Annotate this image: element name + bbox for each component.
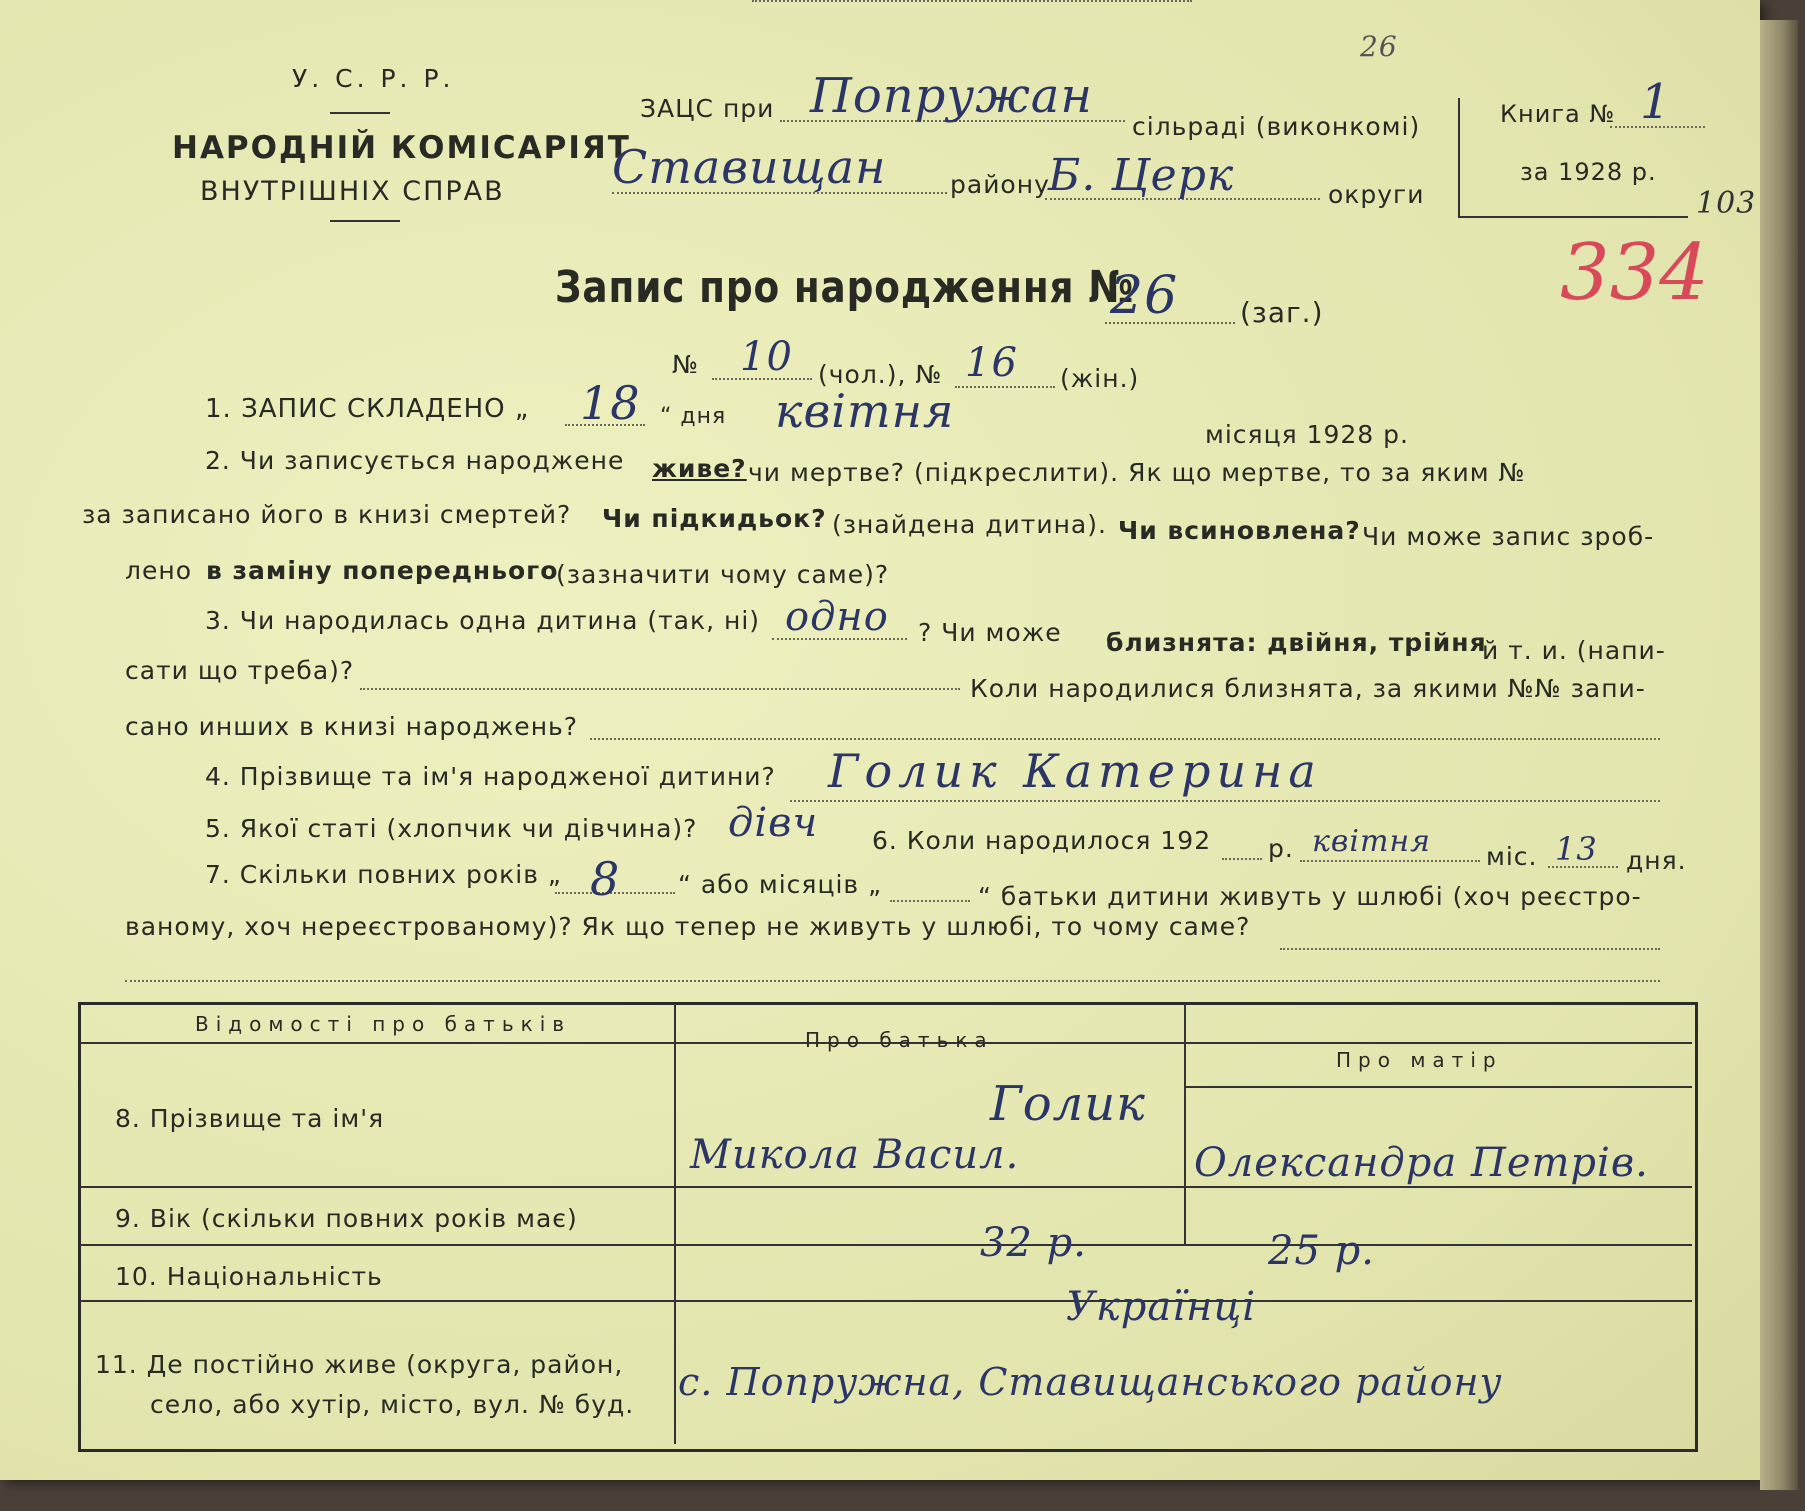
female-no-dots [955, 386, 1055, 388]
item7-line2: ваному, хоч нереєстрованому)? Як що тепер не живуть у шлюбі, то чому саме? [125, 912, 1251, 941]
row8-father-name: Микола Васил. [690, 1132, 1020, 1178]
item6-dnya: дня. [1626, 846, 1687, 875]
item3-value: одно [785, 594, 889, 640]
book-box-left [1458, 98, 1460, 218]
table-row9-line [80, 1244, 1692, 1246]
item3-line2-dots [360, 688, 960, 690]
row9-father-age: 32 р. [980, 1220, 1087, 1266]
item3-line4-dots [590, 738, 1660, 740]
item2-line1-a: 2. Чи записується народжене [205, 446, 625, 475]
row8-mother-name: Олександра Петрів. [1194, 1140, 1649, 1186]
item2-line2-a: за записано його в книзі смертей? [82, 500, 572, 529]
table-row8-line [80, 1186, 1692, 1188]
male-number: 10 [740, 334, 793, 380]
item7-line3-dots [125, 980, 1660, 982]
item6-month-dots [1300, 860, 1480, 862]
head-father: Про батька [805, 1028, 994, 1052]
margin-note-top: 26 [1360, 30, 1398, 63]
book-year: за 1928 р. [1520, 158, 1657, 186]
item2-line2-e: Чи може запис зроб- [1362, 522, 1655, 551]
item2-line2-c: (знайдена дитина). [832, 510, 1107, 539]
item3-line2: сати що треба)? [125, 656, 355, 685]
raion-value: Ставищан [612, 140, 887, 194]
table-col1-line [674, 1004, 676, 1444]
zags-value: Попружан [810, 68, 1094, 124]
row11-value: с. Попружна, Ставищанського району [678, 1360, 1503, 1404]
row11-label-2: село, або хутір, місто, вул. № буд. [150, 1390, 635, 1419]
item6-mis: міс. [1486, 842, 1538, 871]
item3-line3: Коли народилися близнята, за якими №№ запи- [970, 674, 1646, 703]
row9-mother-age: 25 р. [1268, 1228, 1375, 1274]
book-label: Книга № [1500, 100, 1616, 128]
item7-line1-a: 7. Скільки повних років „ [205, 860, 562, 889]
item1-end: місяця 1928 р. [1205, 420, 1409, 449]
item3-line1-a: 3. Чи народилась одна дитина (так, ні) [205, 606, 761, 635]
item3-line1-b: ? Чи може [918, 618, 1062, 647]
item2-zhyve: живе? [652, 454, 747, 483]
item1-label: 1. ЗАПИС СКЛАДЕНО „ [205, 394, 530, 424]
head-mother: Про матір [1336, 1048, 1503, 1072]
row11-label-1: 11. Де постійно живе (округа, район, [95, 1350, 624, 1379]
row10-label: 10. Національність [115, 1262, 383, 1291]
head-info: Відомості про батьків [195, 1012, 572, 1036]
item2-line3-c: (зазначити чому саме)? [556, 560, 890, 589]
item7-value: 8 [590, 852, 621, 906]
female-number: 16 [965, 340, 1018, 386]
item1-dnya: “ дня [660, 404, 727, 429]
item6-year-dots [1222, 858, 1262, 860]
zags-label: ЗАЦС при [640, 94, 775, 123]
item1-month: квітня [775, 384, 955, 438]
item2-line2-d: Чи всиновлена? [1118, 516, 1361, 545]
row8-label: 8. Прізвище та ім'я [115, 1104, 385, 1133]
item3-line1-d: й т. и. (напи- [1482, 636, 1666, 665]
row9-label: 9. Вік (скільки повних років має) [115, 1204, 578, 1233]
republic-label: У. С. Р. Р. [292, 64, 455, 93]
item3-line1-c: близнята: двійня, трійня [1106, 628, 1487, 657]
item5-value: дівч [728, 800, 819, 846]
row8-surname: Голик [990, 1076, 1146, 1132]
female-label: (жін.) [1060, 364, 1140, 393]
item3-line4: сано инших в книзі народжень? [125, 712, 579, 741]
record-number: 26 [1110, 266, 1179, 326]
table-row10-line [80, 1300, 1692, 1302]
no-label: № [672, 350, 700, 379]
record-title: Запис про народження № [555, 262, 1135, 313]
book-value: 1 [1640, 74, 1672, 130]
item6-label: 6. Коли народилося 192 [872, 826, 1212, 855]
item4-dots [790, 800, 1660, 802]
item4-value: Голик Катерина [828, 744, 1322, 798]
margin-note-right: 103 [1696, 186, 1757, 221]
item4-label: 4. Прізвище та ім'я народженої дитини? [205, 762, 776, 791]
item7-line2-dots [1280, 948, 1660, 950]
item1-month-dots [752, 0, 1192, 2]
book-box-bottom [1458, 216, 1688, 218]
item2-line1-b: чи мертве? (підкреслити). Як що мертве, то за яким № [748, 458, 1526, 487]
item7-months-dots [890, 900, 970, 902]
table-mother-head-line [1186, 1086, 1692, 1088]
item7-line1-c: “ батьки дитини живуть у шлюбі (хоч реєстро- [978, 882, 1642, 911]
item2-line3-b: в заміну попереднього [206, 556, 559, 585]
item1-day: 18 [580, 376, 641, 430]
divider [330, 112, 390, 114]
row10-value: Українці [1066, 1284, 1257, 1330]
table-col2-line [1184, 1004, 1186, 1244]
item6-day: 13 [1555, 830, 1598, 868]
silradi-label: сільраді (виконкомі) [1132, 112, 1421, 141]
red-archive-number: 334 [1560, 228, 1709, 318]
item2-line3-a: лено [125, 556, 193, 585]
commissariat-subtitle: ВНУТРІШНІХ СПРАВ [200, 176, 505, 207]
item5-label: 5. Якої статі (хлопчик чи дівчина)? [205, 814, 698, 843]
male-label: (чол.), № [818, 360, 943, 389]
record-suffix: (заг.) [1240, 296, 1324, 329]
page-stack-edge [1760, 20, 1798, 1490]
raion-label: району [950, 170, 1050, 199]
okruh-value: Б. Церк [1048, 150, 1235, 201]
commissariat-title: НАРОДНІЙ КОМІСАРІЯТ [172, 130, 631, 166]
item7-line1-b: “ або місяців „ [678, 870, 883, 899]
divider [330, 220, 400, 222]
okruh-label: округи [1328, 180, 1425, 209]
item6-month: квітня [1312, 824, 1432, 859]
item6-r: р. [1268, 834, 1294, 863]
item2-line2-b: Чи підкидьок? [602, 504, 827, 533]
